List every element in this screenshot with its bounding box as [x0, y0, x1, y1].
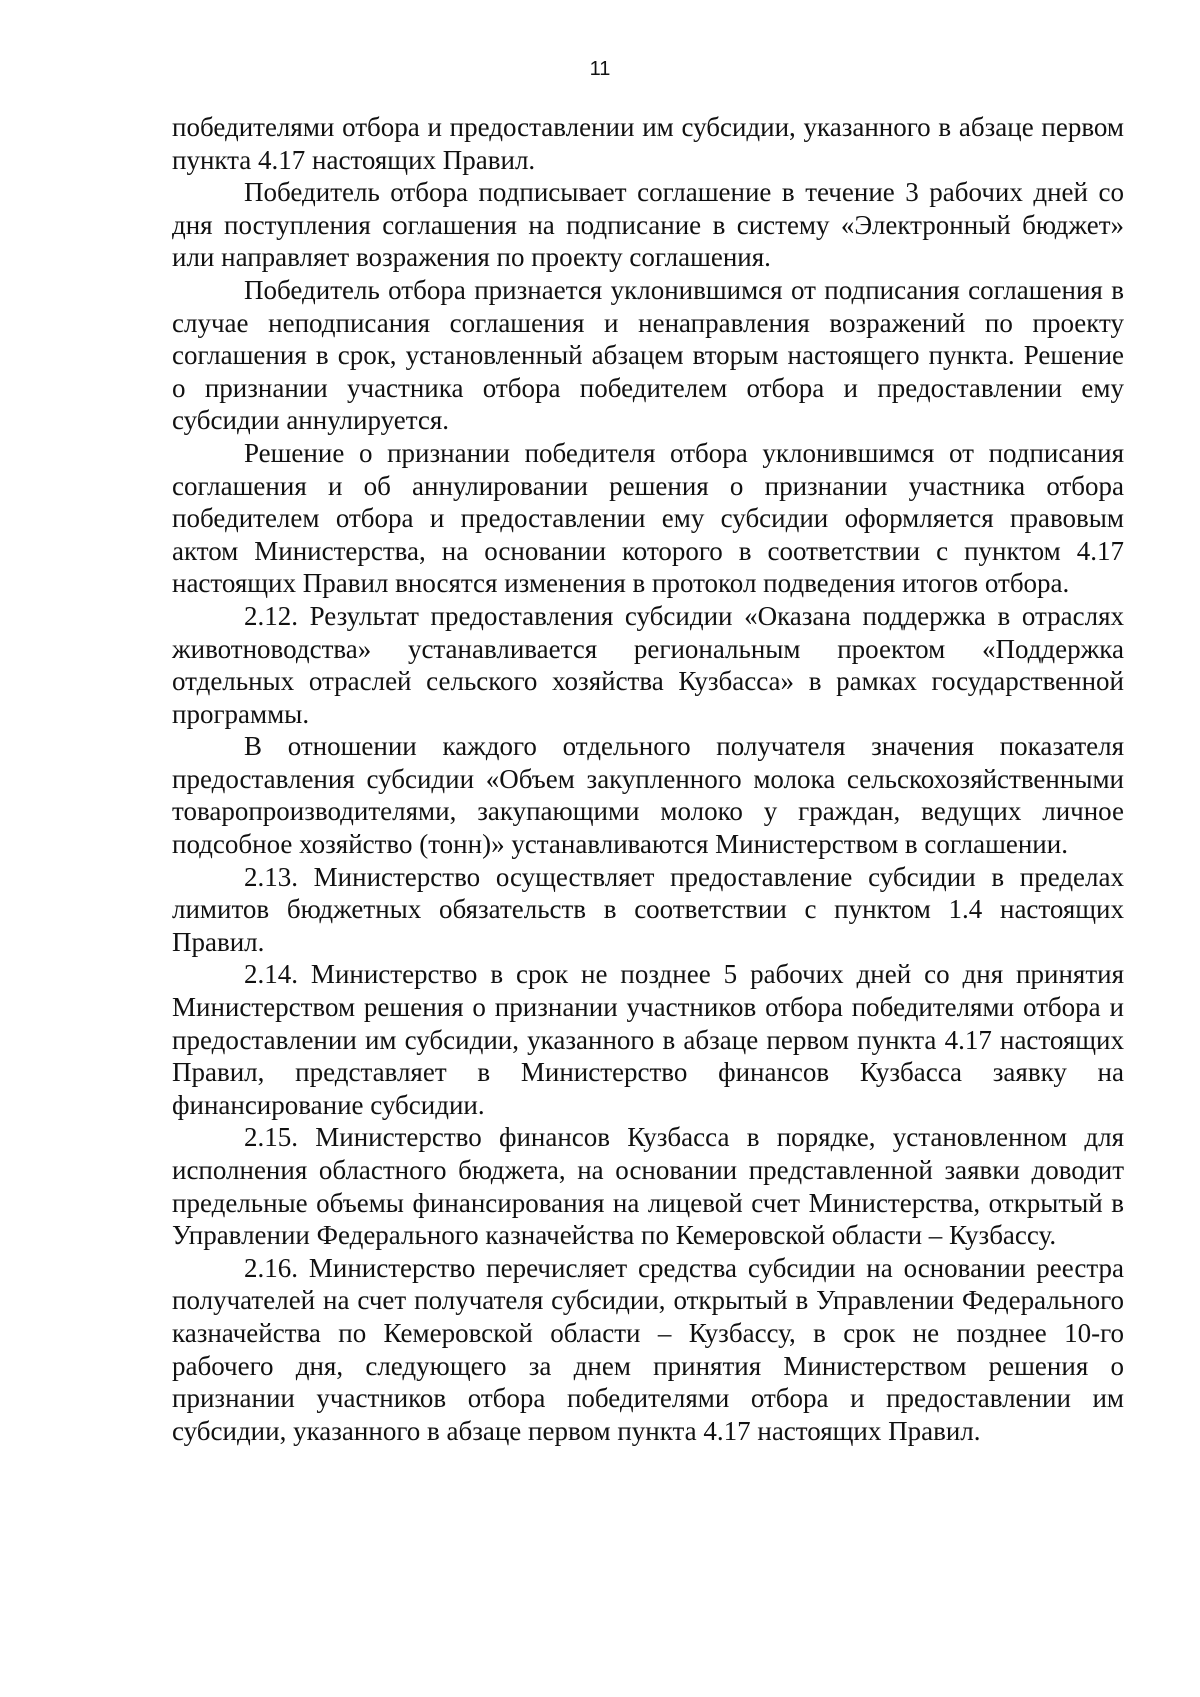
paragraph-evasion-decision: Решение о признании победителя отбора уклонившимся от подписания соглашения и об аннулировании решения о признании участника отбора победителем отбора и предоставлении ему субсидии оформляется правовым актом Министерства, на основании которого в соответствии с пунктом 4.17 настоящих Правил вносятся изменения в протокол подведения итогов отбора.: [172, 437, 1124, 599]
document-body: [172, 111, 1124, 1447]
paragraph-2-13: 2.13. Министерство осуществляет предоставление субсидии в пределах лимитов бюджетных обязательств в соответствии с пунктом 1.4 настоящих Правил.: [172, 861, 1124, 957]
paragraph-2-12: 2.12. Результат предоставления субсидии «Оказана поддержка в отраслях животноводства» устанавливается региональным проектом «Поддержка отдельных отраслей сельского хозяйства Кузбасса» в рамках государственной программы.: [172, 600, 1124, 729]
paragraph-evasion: Победитель отбора признается уклонившимся от подписания соглашения в случае неподписания соглашения и ненаправления возражений по проекту соглашения в срок, установленный абзацем вторым настоящего пункта. Решение о признании участника отбора победителем отбора и предоставлении ему субсидии аннулируется.: [172, 274, 1124, 436]
paragraph-signing-deadline: Победитель отбора подписывает соглашение в течение 3 рабочих дней со дня поступления соглашения на подписание в систему «Электронный бюджет» или направляет возражения по проекту соглашения.: [172, 177, 1124, 273]
paragraph-continuation: победителями отбора и предоставлении им субсидии, указанного в абзаце первом пункта 4.17 настоящих Правил.: [172, 112, 1124, 175]
paragraph-2-16: 2.16. Министерство перечисляет средства субсидии на основании реестра получателей на счет получателя субсидии, открытый в Управлении Федерального казначейства по Кемеровской области – Кузбассу, в срок не позднее 10-го рабочего дня, следующего за днем принятия Министерством решения о признании участников отбора победителями отбора и предоставлении им субсидии, указанного в абзаце первом пункта 4.17 настоящих Правил.: [172, 1252, 1124, 1446]
paragraph-2-15: 2.15. Министерство финансов Кузбасса в порядке, установленном для исполнения областного бюджета, на основании представленной заявки доводит предельные объемы финансирования на лицевой счет Министерства, открытый в Управлении Федерального казначейства по Кемеровской области – Кузбассу.: [172, 1122, 1124, 1251]
paragraph-indicator: В отношении каждого отдельного получателя значения показателя предоставления субсидии «Объем закупленного молока сельскохозяйственными товаропроизводителями, закупающими молоко у граждан, ведущих личное подсобное хозяйство (тонн)» устанавливаются Министерством в соглашении.: [172, 731, 1124, 860]
page-number: 11: [589, 58, 611, 80]
paragraph-2-14: 2.14. Министерство в срок не позднее 5 рабочих дней со дня принятия Министерством решения о признании участников отбора победителями отбора и предоставлении им субсидии, указанного в абзаце первом пункта 4.17 настоящих Правил, представляет в Министерство финансов Кузбасса заявку на финансирование субсидии.: [172, 959, 1124, 1120]
